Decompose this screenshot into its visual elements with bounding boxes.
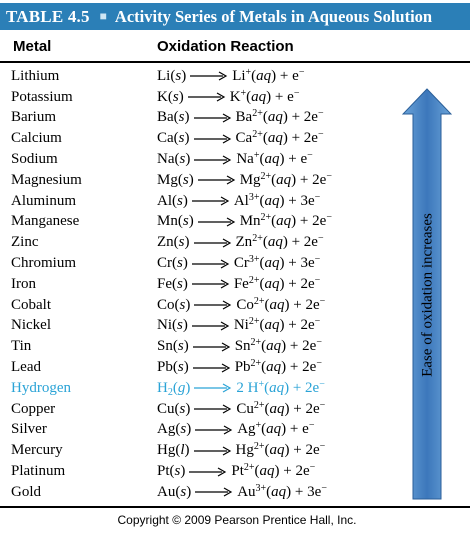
reaction-arrow-icon (190, 71, 228, 81)
metal-name: Lead (11, 359, 41, 376)
oxidation-reaction (157, 110, 324, 125)
oxidation-reaction (157, 360, 322, 375)
metal-name: Platinum (11, 463, 66, 480)
product: Na+(aq) + e− (236, 150, 313, 168)
metal-name: Silver (11, 421, 47, 438)
oxidation-reaction (157, 339, 322, 354)
metal-name: Sodium (11, 151, 58, 168)
metal-name: Magnesium (11, 171, 82, 188)
ease-of-oxidation-label: Ease of oxidation increases (419, 213, 436, 377)
table-row (0, 128, 400, 149)
metal-name: Lithium (11, 67, 60, 84)
table-row (0, 440, 400, 461)
column-header-oxidation-reaction: Oxidation Reaction (157, 38, 294, 55)
reaction-arrow-icon (192, 279, 230, 289)
table-row (0, 274, 400, 295)
product: $Cu^{2+}(aq) + 2e^-$ (236, 399, 326, 417)
metal-name: Barium (11, 109, 56, 126)
table-row (0, 212, 400, 233)
reactant: K(s) (157, 88, 184, 105)
reaction-arrow-icon (195, 425, 233, 435)
metal-name: Manganese (11, 213, 80, 230)
oxidation-reaction (157, 295, 326, 313)
product: $Au^{3+}(aq) + 3e^-$ (237, 482, 327, 500)
product: $Cr^{3+}(aq) + 3e^-$ (233, 254, 321, 272)
reactant: Zn(s) (157, 234, 190, 251)
reaction-arrow-icon (198, 217, 236, 227)
column-header-metal: Metal (13, 38, 52, 55)
product: Ag+(aq) + e− (237, 420, 315, 438)
reaction-arrow-icon (198, 175, 236, 185)
metal-name: Tin (11, 338, 32, 355)
reaction-arrow-icon (194, 134, 232, 144)
reaction-arrow-icon (189, 467, 227, 477)
oxidation-reaction (157, 256, 320, 271)
product: $Ni^{2+}(aq) + 2e^-$ (233, 316, 321, 334)
reactant: Ni(s) (157, 317, 188, 334)
reaction-arrow-icon (194, 383, 232, 393)
reactant: Pt(s) (157, 463, 186, 480)
table-row (0, 66, 400, 87)
product: Li+(aq) + e− (232, 66, 305, 84)
oxidation-reaction (157, 443, 325, 458)
reactant: $H_2(g)$ (157, 379, 191, 398)
table-row (0, 420, 400, 441)
product: 2 H+(aq) + 2e− (236, 378, 325, 396)
oxidation-reaction (157, 170, 332, 188)
oxidation-reaction (157, 378, 325, 398)
table-row (0, 232, 400, 253)
reaction-arrow-icon (194, 155, 232, 165)
metal-name: Nickel (11, 317, 51, 334)
product: $Hg^{2+}(aq) + 2e^-$ (235, 441, 326, 459)
reactant: Li(s) (157, 67, 187, 84)
copyright-notice: Copyright © 2009 Pearson Prentice Hall, Inc. (117, 513, 357, 527)
table-row (0, 149, 400, 170)
product: $Fe^{2+}(aq) + 2e^-$ (233, 274, 321, 292)
reactant: Au(s) (157, 483, 192, 500)
oxidation-reaction (157, 87, 300, 105)
product: $Mn^{2+}(aq) + 2e^-$ (239, 212, 332, 230)
table-row (0, 170, 400, 191)
footer-divider (0, 506, 470, 508)
metal-name: Potassium (11, 88, 73, 105)
metal-name: Hydrogen (11, 379, 71, 396)
table-row (0, 461, 400, 482)
reactant: Al(s) (157, 192, 188, 209)
oxidation-reaction (157, 464, 315, 479)
table-row (0, 399, 400, 420)
product: $Zn^{2+}(aq) + 2e^-$ (235, 233, 324, 251)
reactant: Mn(s) (157, 213, 194, 230)
table-row (0, 253, 400, 274)
oxidation-reaction (157, 191, 321, 209)
reaction-rows (0, 66, 400, 503)
metal-name: Aluminum (11, 192, 77, 209)
reactant: Ba(s) (157, 109, 190, 126)
table-title: Activity Series of Metals in Aqueous Solution (114, 6, 433, 26)
reactant: Mg(s) (157, 171, 194, 188)
reactant: Na(s) (157, 151, 191, 168)
oxidation-reaction (157, 131, 324, 146)
product: $Pb^{2+}(aq) + 2e^-$ (234, 358, 322, 376)
reaction-arrow-icon (192, 196, 230, 206)
product: $Ca^{2+}(aq) + 2e^-$ (235, 129, 324, 147)
metal-name: Copper (11, 400, 56, 417)
oxidation-reaction (157, 399, 326, 417)
square-bullet-icon: ■ (99, 9, 107, 23)
table-row (0, 191, 400, 212)
reactant: Cr(s) (157, 255, 188, 272)
reactant: Ca(s) (157, 130, 190, 147)
table-row (0, 87, 400, 108)
oxidation-reaction (157, 318, 320, 333)
metal-name: Iron (11, 275, 36, 292)
table-row (0, 482, 400, 503)
reaction-arrow-icon (192, 259, 230, 269)
metal-name: Cobalt (11, 296, 51, 313)
oxidation-reaction (157, 235, 324, 250)
oxidation-reaction (157, 152, 313, 167)
reactant: Fe(s) (157, 275, 188, 292)
reactant: Pb(s) (157, 359, 189, 376)
reactant: Co(s) (157, 296, 191, 313)
product: $Sn^{2+}(aq) + 2e^-$ (234, 337, 322, 355)
metal-name: Calcium (11, 130, 62, 147)
reactant: Cu(s) (157, 400, 191, 417)
reaction-arrow-icon (192, 321, 230, 331)
table-row (0, 295, 400, 316)
oxidation-reaction (157, 274, 321, 292)
table-row (0, 336, 400, 357)
reaction-arrow-icon (194, 113, 232, 123)
product: K+(aq) + e− (229, 87, 300, 105)
product: $Co^{2+}(aq) + 2e^-$ (236, 295, 326, 313)
metal-name: Mercury (11, 442, 63, 459)
table-row (0, 316, 400, 337)
table-row (0, 357, 400, 378)
product: $Ba^{2+}(aq) + 2e^-$ (235, 108, 324, 126)
reaction-arrow-icon (194, 446, 232, 456)
reaction-arrow-icon (188, 92, 226, 102)
oxidation-reaction (157, 214, 332, 229)
metal-name: Chromium (11, 255, 77, 272)
reaction-arrow-icon (193, 342, 231, 352)
oxidation-reaction (157, 482, 327, 500)
reaction-arrow-icon (194, 404, 232, 414)
header-divider (0, 61, 470, 63)
reaction-arrow-icon (194, 300, 232, 310)
reactant: Ag(s) (157, 421, 192, 438)
oxidation-reaction (157, 66, 305, 84)
metal-name: Zinc (11, 234, 39, 251)
product: $Mg^{2+}(aq) + 2e^-$ (239, 170, 332, 188)
metal-name: Gold (11, 483, 41, 500)
reactant: Sn(s) (157, 338, 189, 355)
product: $Pt^{2+}(aq) + 2e^-$ (231, 462, 316, 480)
table-row (0, 108, 400, 129)
reaction-arrow-icon (194, 238, 232, 248)
reactant: Hg(l) (157, 442, 190, 459)
table-number: TABLE 4.5 (6, 6, 90, 26)
product: $Al^{3+}(aq) + 3e^-$ (233, 191, 321, 209)
table-row (0, 378, 400, 399)
oxidation-reaction (157, 422, 314, 437)
reaction-arrow-icon (195, 487, 233, 497)
reaction-arrow-icon (193, 363, 231, 373)
table-title-bar (0, 3, 470, 30)
